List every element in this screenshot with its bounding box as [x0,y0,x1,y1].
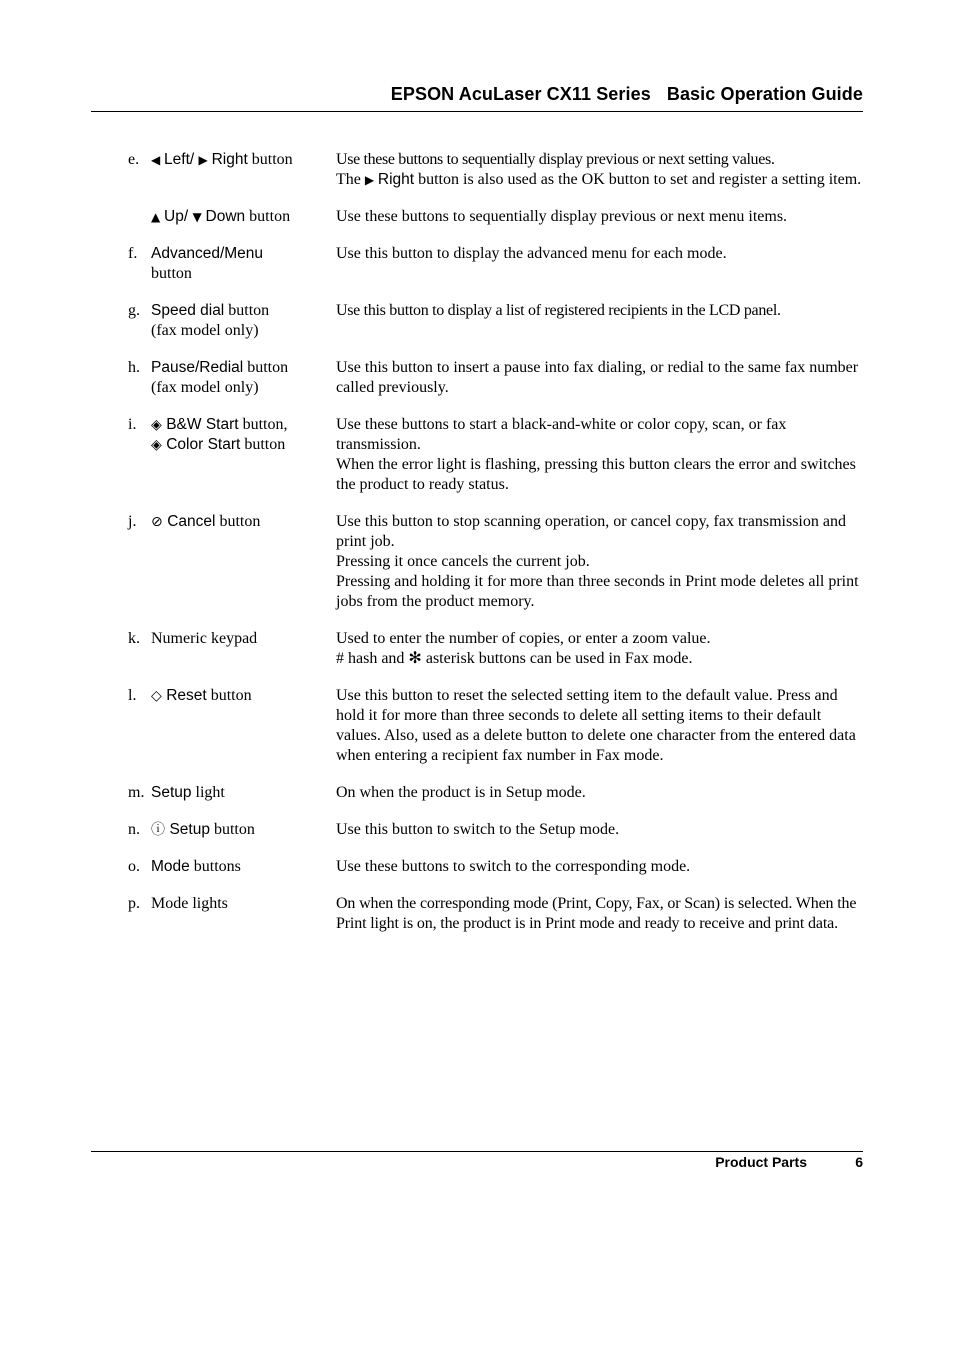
right-arrow-icon: ▶ [364,173,378,187]
entry-description: Use this button to switch to the Setup mode. [336,821,620,838]
footer-section-title: Product Parts [715,1154,807,1170]
entry-description: Use this button to reset the selected setting item to the default value. Press and hold it for more than three seconds to delete all setting items to their default values. Also, used as a delete button to delete one character from the entered data when entering a recipient fax number in Fax mode. [336,687,856,764]
entry-up-down [128,207,863,227]
entry-description: Use these buttons to sequentially display previous or next setting values. The ▶ Right button is also used as the OK button to set and register a setting item. [336,151,862,188]
entry-term: Mode lights [151,895,228,912]
entry-p [128,894,863,934]
entry-term: Advanced/Menu button [151,245,264,282]
entry-letter: i. [128,416,137,433]
down-arrow-icon: ▼ [192,210,206,224]
entry-description: Use this button to display the advanced menu for each mode. [336,245,727,262]
entry-description: Use these buttons to sequentially display previous or next menu items. [336,208,788,225]
entry-letter: k. [128,630,140,647]
up-arrow-icon: ▲ [151,210,165,224]
entry-term: Setup light [151,784,225,801]
entry-description: Use these buttons to start a black-and-white or color copy, scan, or fax transmission. When the error light is flashing, pressing this button clears the error and switches the product to ready status. [336,416,856,493]
entry-k [128,629,863,669]
entry-letter: o. [128,858,140,875]
entry-description: Use these buttons to switch to the corresponding mode. [336,858,691,875]
entry-term: ⊘ Cancel button [151,513,261,530]
header-product: EPSON AcuLaser CX11 Series [390,84,651,104]
page-number: 6 [855,1154,863,1170]
entry-f [128,244,863,284]
setup-icon: ⓘ [151,822,170,838]
reset-icon: ◇ [151,688,167,704]
entry-e [128,150,863,190]
entry-g [128,301,863,341]
header-rule [91,111,863,112]
entry-term: Pause/Redial button (fax model only) [151,359,289,396]
cancel-icon: ⊘ [151,514,168,530]
entry-m [128,783,863,803]
entry-i [128,415,863,495]
start-icon: ◈ [151,437,167,453]
entry-description: Use this button to insert a pause into fax dialing, or redial to the same fax number called previously. [336,359,859,396]
entry-j [128,512,863,612]
parts-list [128,150,863,951]
entry-letter: p. [128,895,140,912]
entry-letter: l. [128,687,137,704]
header-guide: Basic Operation Guide [666,84,863,104]
entry-description: Use this button to display a list of registered recipients in the LCD panel. [336,302,781,319]
entry-letter: j. [128,513,137,530]
entry-o [128,857,863,877]
footer-rule [91,1151,863,1152]
entry-term: ⓘ Setup button [151,821,255,838]
entry-term: ◇ Reset button [151,687,252,704]
start-icon: ◈ [151,417,167,433]
entry-h [128,358,863,398]
entry-letter: m. [128,784,145,801]
entry-term: Mode buttons [151,858,241,875]
page-header [391,84,863,105]
entry-letter: h. [128,359,140,376]
entry-description: On when the product is in Setup mode. [336,784,586,801]
entry-term: Numeric keypad [151,630,258,647]
entry-term: ◀ Left/ ▶ Right button [151,151,293,168]
entry-description: Used to enter the number of copies, or enter a zoom value. # hash and ✻ asterisk buttons can be used in Fax mode. [336,630,711,667]
entry-term: ◈ B&W Start button, ◈ Color Start button [151,416,288,453]
entry-description: Use this button to stop scanning operation, or cancel copy, fax transmission and print job. Pressing it once cancels the current job. Pressing and holding it for more than three seconds in Print mode deletes all print jobs from the product memory. [336,513,859,610]
entry-letter: g. [128,302,140,319]
right-arrow-icon: ▶ [198,153,212,167]
entry-term: ▲ Up/ ▼ Down button [151,208,291,225]
entry-letter: e. [128,151,140,168]
entry-description: On when the corresponding mode (Print, Copy, Fax, or Scan) is selected. When the Print light is on, the product is in Print mode and ready to receive and print data. [336,895,857,932]
left-arrow-icon: ◀ [151,153,165,167]
entry-letter: f. [128,245,138,262]
entry-letter: n. [128,821,140,838]
entry-term: Speed dial button (fax model only) [151,302,270,339]
entry-n [128,820,863,840]
entry-l [128,686,863,766]
